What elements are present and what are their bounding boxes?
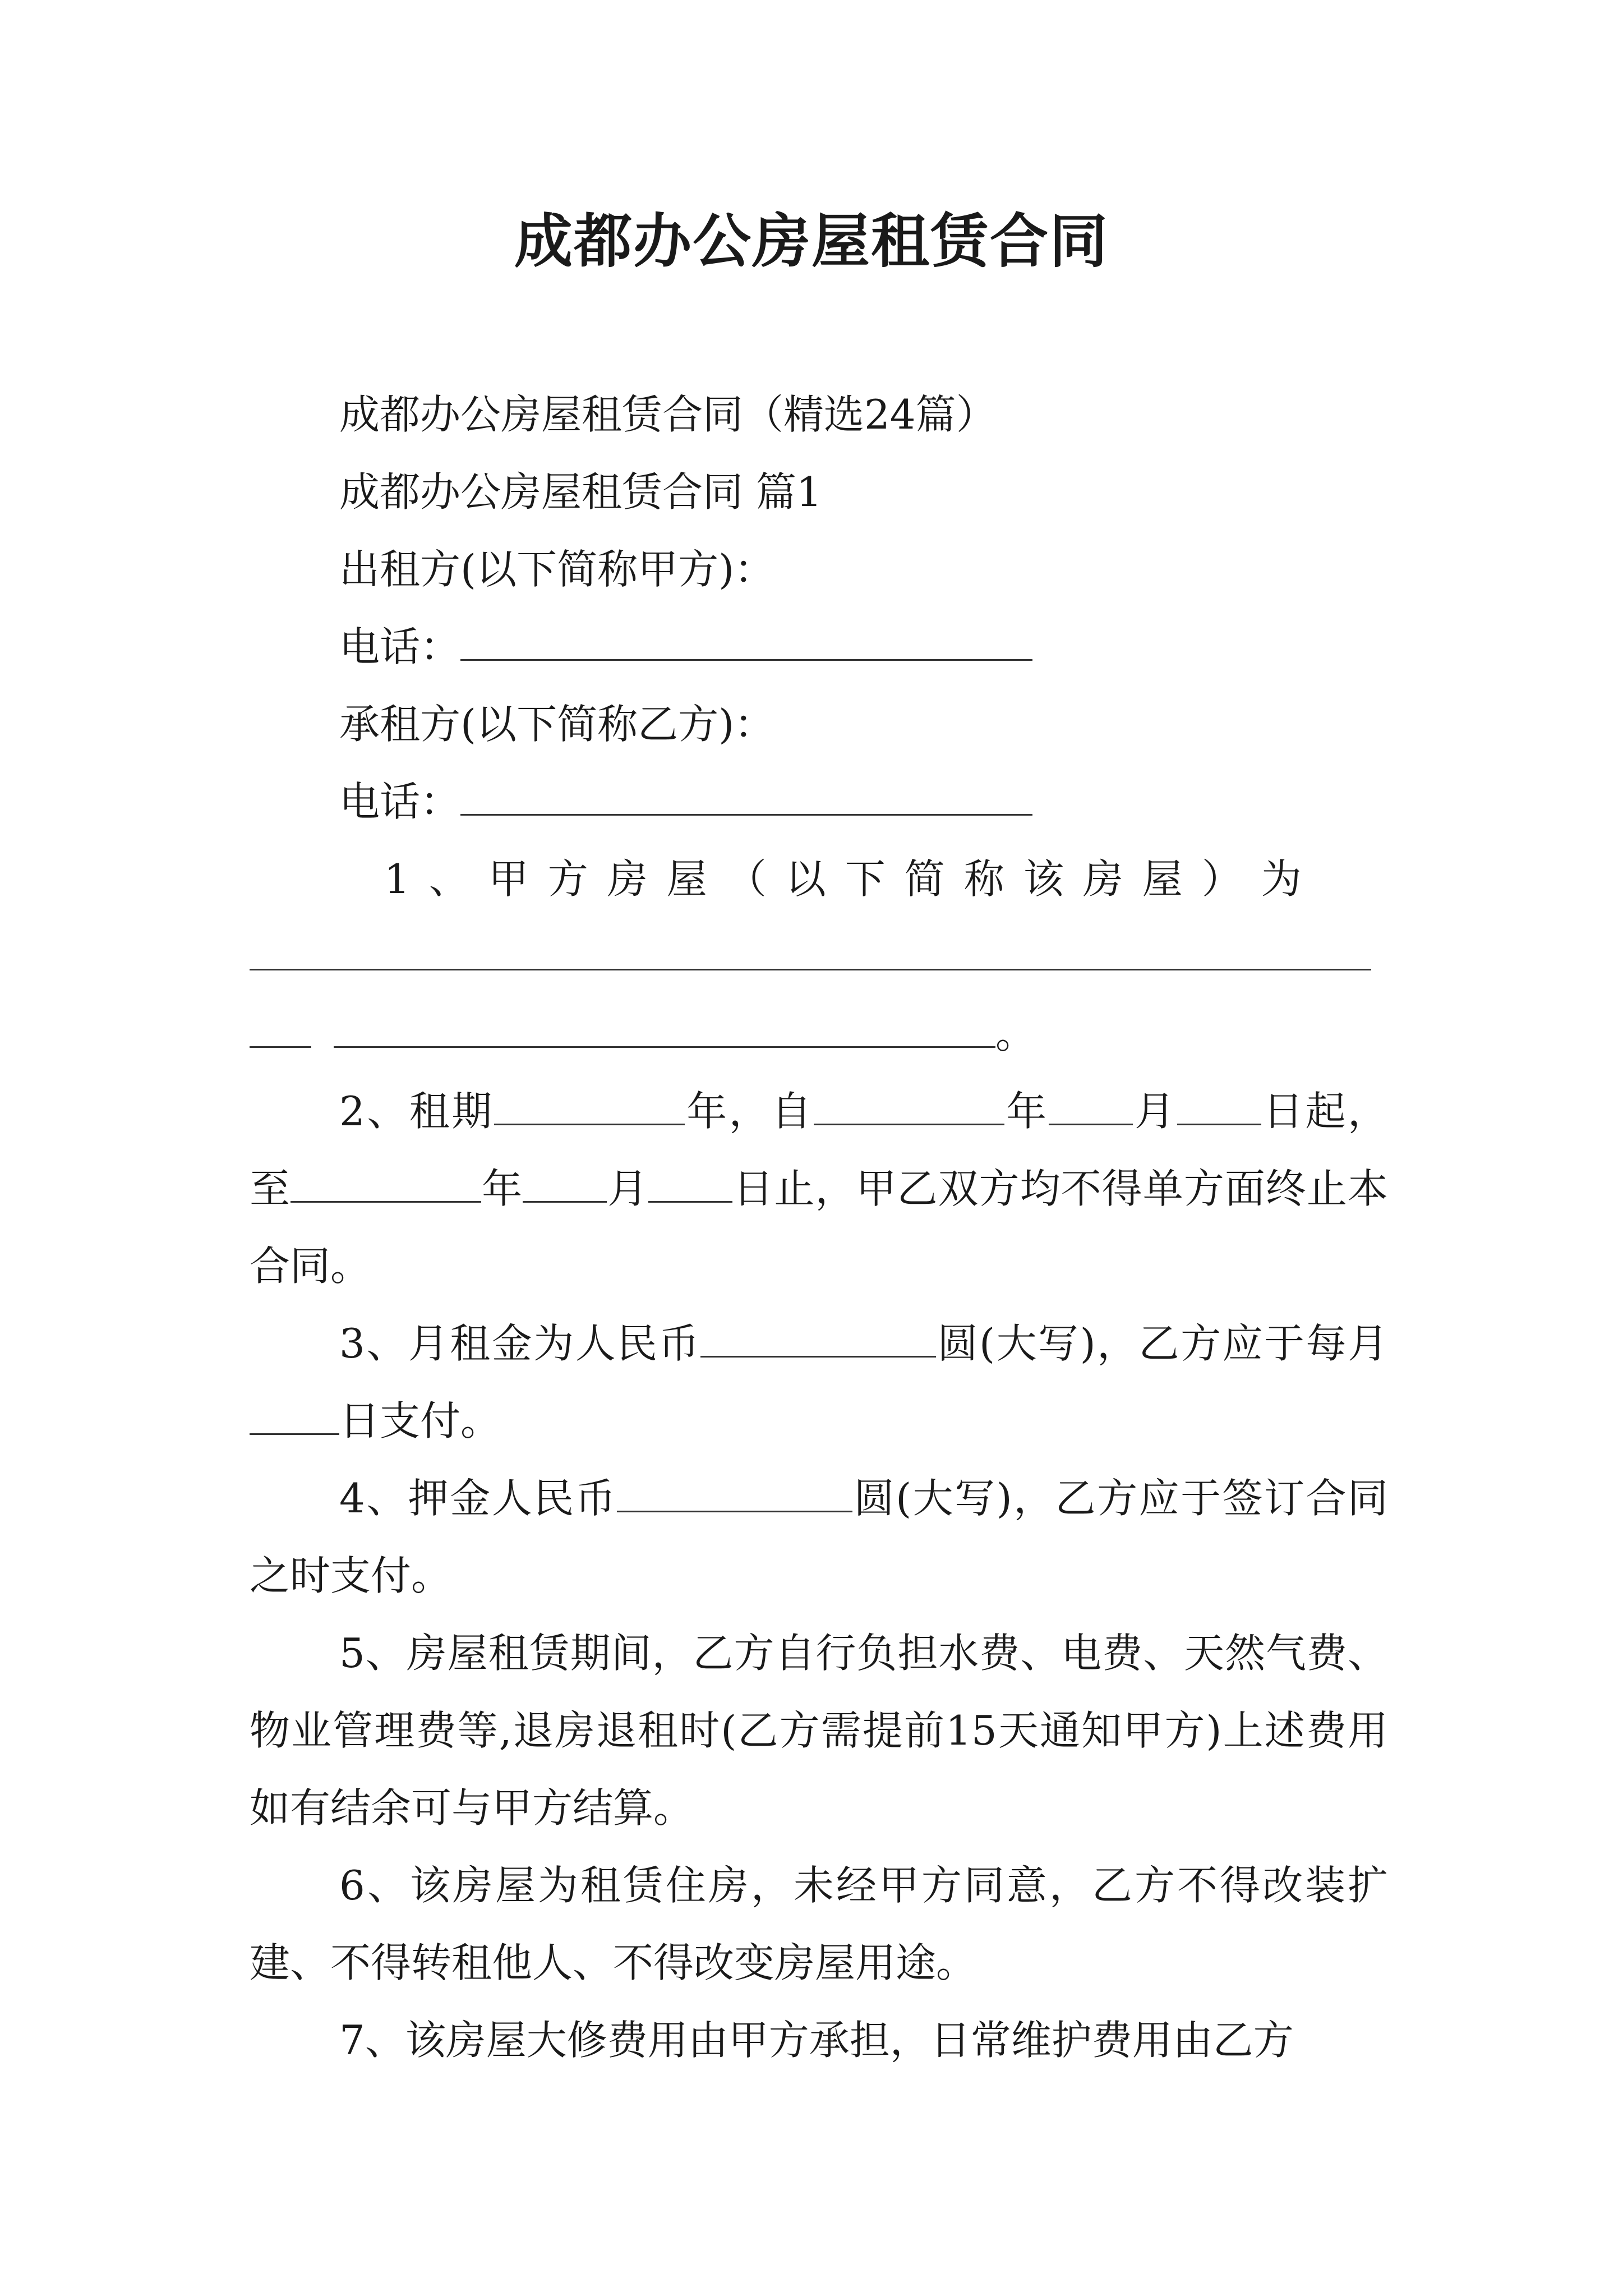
clause-1-address-line [250, 918, 1388, 995]
lessee-phone-label: 电话： [339, 778, 461, 825]
clause-2-end: 日止，甲乙双方均不得单方面终止本合同。 [250, 1165, 1388, 1290]
clause-1-address-line-2 [250, 995, 1388, 1073]
clause-2-day-start: 日起， [1261, 1088, 1388, 1135]
clause-4 [250, 1460, 1388, 1614]
start-year-blank [814, 1090, 1004, 1125]
clause-5: 5、房屋租赁期间，乙方自行负担水费、电费、天然气费、物业管理费等,退房退租时(乙方需提前15天通知甲方)上述费用如有结余可与甲方结算。 [250, 1630, 1388, 1832]
lease-years-blank [494, 1090, 685, 1125]
end-day-blank [648, 1167, 732, 1203]
clause-4-prefix: 4、押金人民币 [339, 1475, 617, 1522]
clause-3 [250, 1305, 1388, 1460]
address-blank-long [334, 1013, 995, 1048]
clause-1-text: 1、甲方房屋（以下简称该房屋）为 [384, 855, 1321, 903]
start-day-blank [1177, 1090, 1261, 1125]
clause-2-end-year-label: 年 [481, 1165, 523, 1212]
address-blank-full [250, 935, 1371, 970]
clause-2-end-month-label: 月 [607, 1165, 649, 1212]
end-year-blank [291, 1167, 481, 1203]
clause-3-prefix: 3、月租金为人民币 [339, 1320, 701, 1367]
clause-2 [250, 1073, 1388, 1305]
lessee-label: 承租方(以下简称乙方)： [339, 701, 775, 748]
clause-2-prefix: 2、租期 [339, 1088, 494, 1135]
clause-7: 7、该房屋大修费用由甲方承担，日常维护费用由乙方 [339, 2017, 1294, 2064]
payment-day-blank [250, 1400, 339, 1435]
deposit-blank [617, 1477, 852, 1512]
clause-3-middle: 圆(大写)，乙方应于每月 [936, 1320, 1389, 1367]
document-subtitle: 成都办公房屋租赁合同（精选24篇） [339, 391, 997, 438]
monthly-rent-blank [700, 1322, 936, 1358]
end-month-blank [523, 1167, 607, 1203]
clause-3-end: 日支付。 [339, 1397, 501, 1444]
lessor-phone-label: 电话： [339, 623, 461, 670]
clause-2-to: 至 [250, 1165, 291, 1212]
address-blank-short [250, 1013, 311, 1048]
document-title: 成都办公房屋租赁合同 [514, 207, 1109, 275]
clause-6: 6、该房屋为租赁住房，未经甲方同意，乙方不得改装扩建、不得转租他人、不得改变房屋用途。 [250, 1862, 1388, 1986]
clause-2-year-from: 年，自 [684, 1088, 814, 1135]
clause-2-year-label: 年 [1004, 1088, 1049, 1135]
document-body [250, 376, 1388, 2079]
clause-4-end: 圆(大写)，乙方应于签订合同之时支付。 [250, 1475, 1389, 1599]
lessee-phone-blank [460, 780, 1032, 816]
lessee-phone-line [250, 763, 1388, 840]
start-month-blank [1049, 1090, 1133, 1125]
lessor-phone-blank [460, 625, 1032, 661]
lessor-phone-line [250, 608, 1388, 685]
clause-2-month-label: 月 [1132, 1088, 1177, 1135]
section-heading: 成都办公房屋租赁合同 篇1 [339, 468, 822, 516]
clause-1-end: 。 [995, 1010, 1036, 1057]
lessor-label: 出租方(以下简称甲方)： [339, 546, 775, 593]
